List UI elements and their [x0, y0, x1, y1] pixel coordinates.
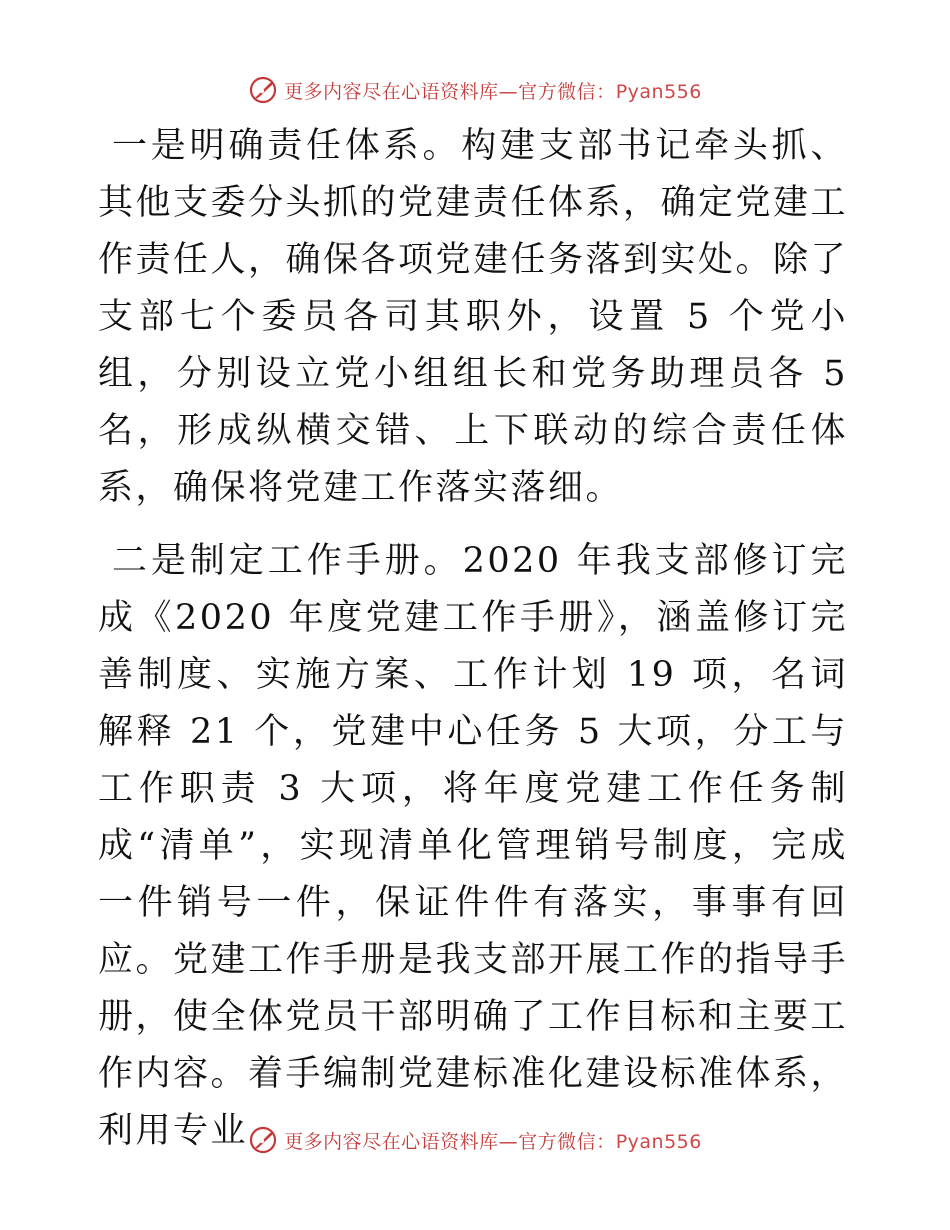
document-body — [98, 118, 848, 1160]
watermark-suffix: 官方微信： — [518, 80, 616, 103]
footer-watermark — [0, 1120, 950, 1160]
paragraph-responsibility-system: 一是明确责任体系。构建支部书记牵头抓、其他支委分头抓的党建责任体系，确定党建工作责任人，确保各项党建任务落到实处。除了支部七个委员各司其职外，设置 5 个党小组，分别设立党小组组长和党务助理员各 5 名，形成纵横交错、上下联动的综合责任体系，确保将党建工作落实落细。 — [98, 126, 849, 508]
watermark-main: 更多内容尽在心语资料库 — [284, 80, 499, 103]
paragraph-work-handbook: 二是制定工作手册。2020 年我支部修订完成《2020 年度党建工作手册》，涵盖修订完善制度、实施方案、工作计划 19 项，名词解释 21 个，党建中心任务 5 大项，分工与工作职责 3 大项，将年度党建工作任务制成“清单”，实现清单化管理销号制度，完成一件销号一件，保证件件有落实，事事有回应。党建工作手册是我支部开展工作的指导手册，使全体党员干部明确了工作目标和主要工作内容。着手编制党建标准化建设标准体系，利用专业 — [98, 541, 849, 1151]
header-watermark — [0, 70, 950, 110]
quill-logo-icon — [248, 1125, 278, 1155]
watermark-separator: — — [498, 80, 519, 103]
watermark-account: Pyan556 — [615, 80, 702, 103]
watermark-text — [284, 77, 702, 104]
watermark-text — [284, 1127, 702, 1154]
watermark-account: Pyan556 — [615, 1130, 702, 1153]
watermark-suffix: 官方微信： — [518, 1130, 616, 1153]
quill-logo-icon — [248, 75, 278, 105]
watermark-separator: — — [498, 1130, 519, 1153]
watermark-main: 更多内容尽在心语资料库 — [284, 1130, 499, 1153]
